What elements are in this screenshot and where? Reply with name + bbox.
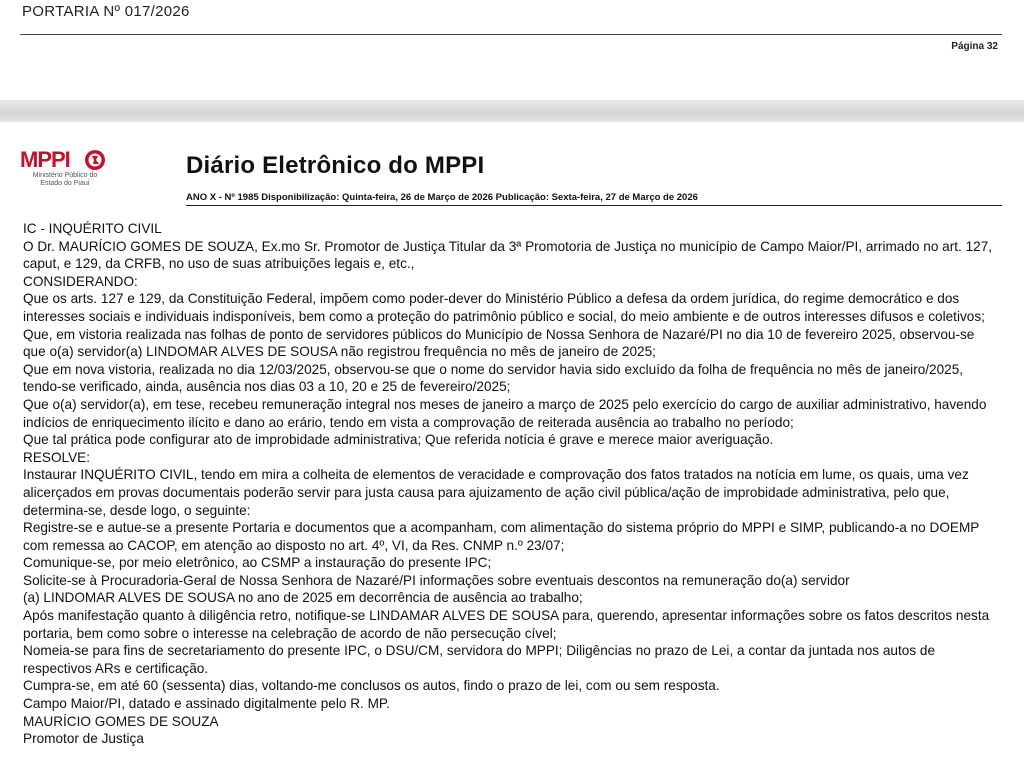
logo-subtitle: Ministério Público do Estado do Piauí — [32, 172, 98, 187]
paragraph: Cumpra-se, em até 60 (sessenta) dias, voltando-me conclusos os autos, findo o prazo de lei, com ou sem resposta. — [23, 678, 720, 694]
paragraph: Promotor de Justiça — [23, 731, 144, 747]
page-title: Diário Eletrônico do MPPI — [186, 152, 485, 179]
edition-info: ANO X - Nº 1985 Disponibilização: Quinta-feira, 26 de Março de 2026 Publicação: Sexta-feira, 27 de Março de 2026 — [186, 192, 698, 203]
paragraph: (a) LINDOMAR ALVES DE SOUSA no ano de 2025 em decorrência de ausência ao trabalho; — [23, 590, 583, 606]
document-body — [23, 220, 998, 748]
paragraph: IC - INQUÉRITO CIVIL — [23, 221, 162, 236]
paragraph: Comunique-se, por meio eletrônico, ao CSMP a instauração do presente IPC; — [23, 555, 492, 571]
paragraph: Nomeia-se para fins de secretariamento do presente IPC, o DSU/CM, servidora do MPPI; Diligências no prazo de Lei, a contar da juntada nos autos de respectivos ARs e certificação. — [23, 643, 936, 676]
previous-page-footer — [0, 0, 1024, 100]
paragraph: CONSIDERANDO: — [23, 273, 138, 289]
page-number: Página 32 — [951, 41, 998, 52]
paragraph: Registre-se e autue-se a presente Portaria e documentos que a acompanham, com alimentação do sistema próprio do MPPI e SIMP, publicando-a no DOEMP com remessa ao CACOP, em atenção ao disposto no art. 4º, VI, da Res. CNMP n.º 23/07; — [23, 520, 980, 553]
paragraph: RESOLVE: — [23, 449, 90, 465]
portaria-number: PORTARIA Nº 017/2026 — [22, 3, 190, 20]
paragraph: Que, em vistoria realizada nas folhas de ponto de servidores públicos do Município de Nossa Senhora de Nazaré/PI no dia 10 de fevereiro 2025, observou-se que o(a) servidor(a) LINDOMAR ALVES DE SOUSA não registrou frequência no mês de janeiro de 2025; — [23, 326, 975, 360]
paragraph: Que os arts. 127 e 129, da Constituição Federal, impõem como poder-dever do Ministério Público a defesa da ordem jurídica, do regime democrático e dos interesses sociais e individuais indisponíveis, bem como a proteção do patrimônio público e social, do meio ambiente e de outros interesses difusos e coletivos; — [23, 291, 985, 324]
page — [0, 122, 1024, 784]
paragraph: MAURÍCIO GOMES DE SOUZA — [23, 713, 219, 729]
mppi-logo — [20, 148, 112, 208]
justice-emblem-icon — [84, 149, 106, 171]
paragraph: Solicite-se à Procuradoria-Geral de Nossa Senhora de Nazaré/PI informações sobre eventuais descontos na remuneração do(a) servidor — [23, 572, 850, 588]
paragraph: Campo Maior/PI, datado e assinado digitalmente pelo R. MP. — [23, 696, 390, 712]
logo-pi-text: PI — [51, 147, 70, 172]
paragraph: Instaurar INQUÉRITO CIVIL, tendo em mira a colheita de elementos de veracidade e comprovação dos fatos tratados na notícia em lume, os quais, uma vez alicerçados em provas documentais poderão servir para justa causa para ajuizamento de ação civil pública/ação de improbidade administrativa, pelo que, determina-se, desde logo, o seguinte: — [23, 467, 969, 518]
paragraph: Que o(a) servidor(a), em tese, recebeu remuneração integral nos meses de janeiro a março de 2025 pelo exercício do cargo de auxiliar administrativo, havendo indícios de enriquecimento ilícito e dano ao erário, tendo em vista a comprovação de reiterada ausência ao trabalho no período; — [23, 396, 987, 430]
paragraph: Que tal prática pode configurar ato de improbidade administrativa; Que referida notícia é grave e merece maior averiguação. — [23, 432, 774, 448]
divider — [20, 34, 1002, 35]
divider — [186, 205, 1002, 206]
page-gap — [0, 100, 1024, 122]
paragraph: O Dr. MAURÍCIO GOMES DE SOUZA, Ex.mo Sr. Promotor de Justiça Titular da 3ª Promotoria de Justiça no município de Campo Maior/PI, arrimado no art. 127, caput, e 129, da CRFB, no uso de suas atribuições legais e, etc., — [23, 238, 993, 272]
paragraph: Após manifestação quanto à diligência retro, notifique-se LINDAMAR ALVES DE SOUSA para, querendo, apresentar informações sobre os fatos descritos nesta portaria, bem como sobre o interesse na celebração de acordo de não persecução cível; — [23, 608, 990, 641]
paragraph: Que em nova vistoria, realizada no dia 12/03/2025, observou-se que o nome do servidor havia sido excluído da folha de frequência no mês de janeiro/2025, tendo-se verificado, ainda, ausência nos dias 03 a 10, 20 e 25 de fevereiro/2025; — [23, 361, 964, 395]
logo-mp-text: MP — [20, 147, 51, 172]
